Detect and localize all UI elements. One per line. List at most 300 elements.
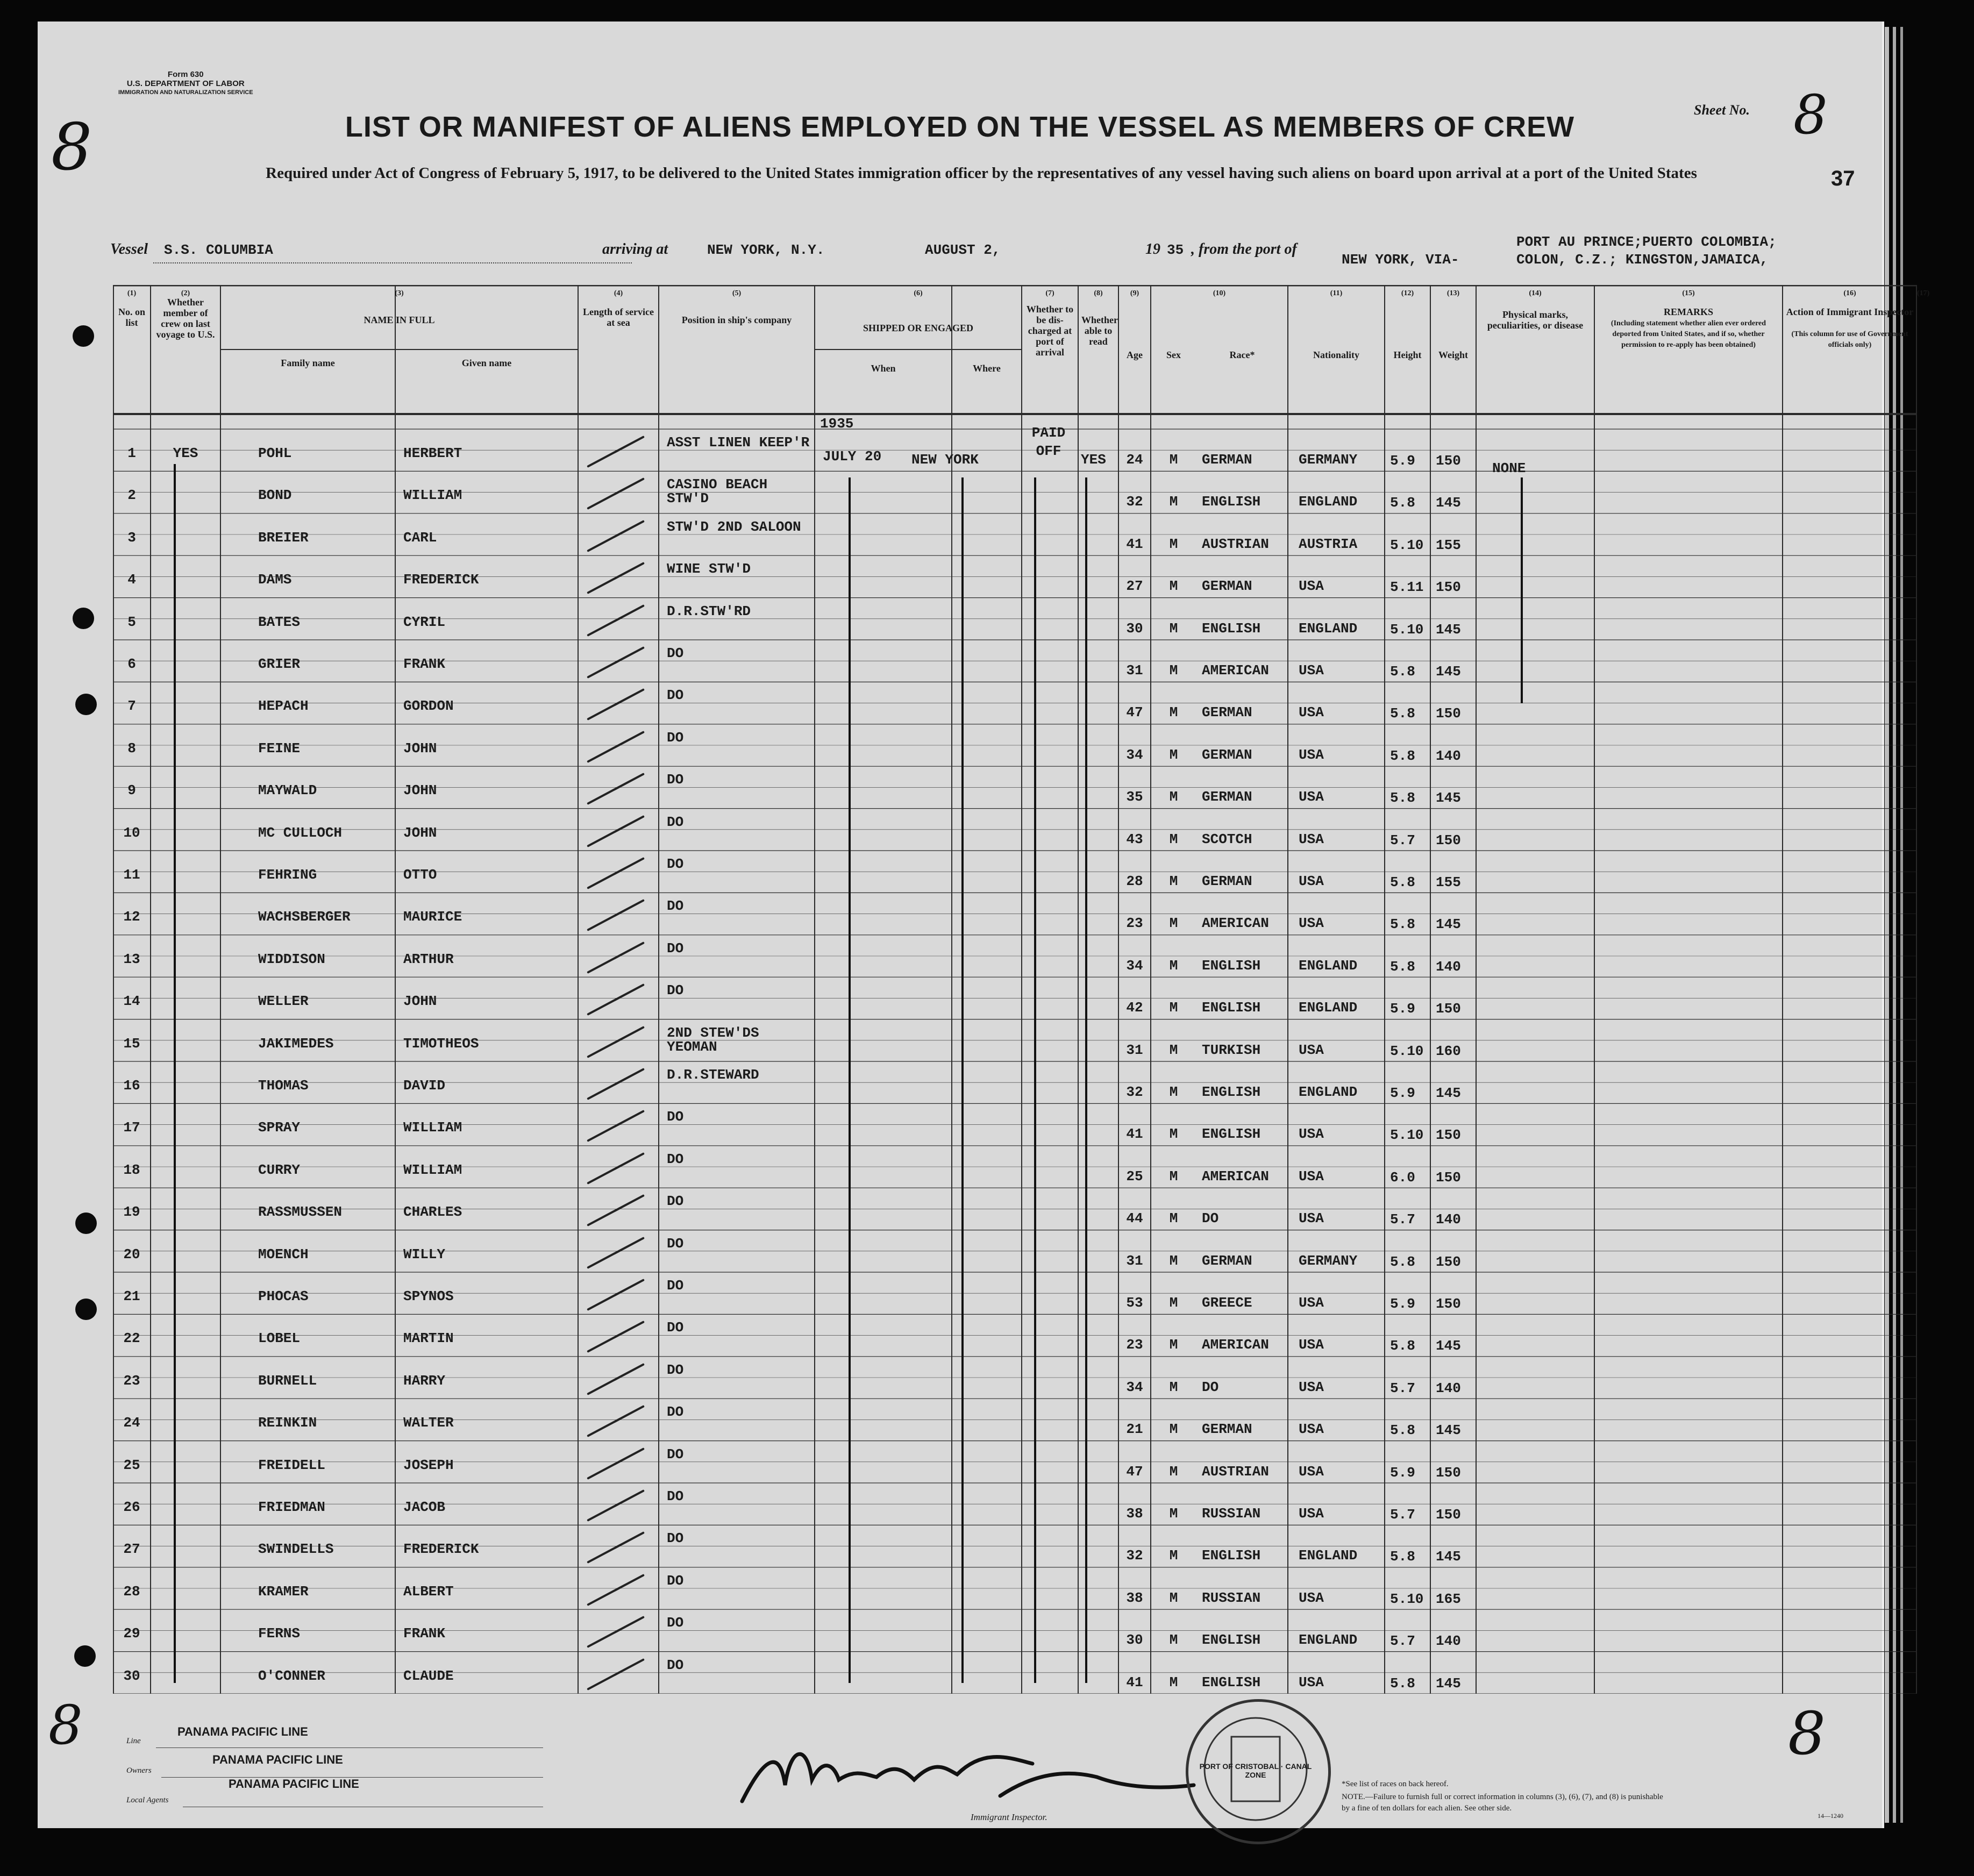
family-name: MC CULLOCH — [258, 824, 343, 841]
line-name: PANAMA PACIFIC LINE — [177, 1725, 308, 1738]
age: 32 — [1126, 1084, 1143, 1100]
race: GERMAN — [1202, 578, 1252, 595]
row-number: 21 — [123, 1288, 140, 1304]
family-name: CURRY — [258, 1161, 301, 1178]
position: STW'D 2ND SALOON — [667, 518, 801, 535]
given-name: MAURICE — [403, 909, 462, 925]
position: DO — [667, 898, 684, 915]
shipped-where: NEW YORK — [911, 452, 979, 468]
position: CASINO BEACH STW'D — [667, 476, 768, 507]
height: 5.7 — [1390, 1633, 1415, 1650]
punch-hole — [75, 694, 97, 715]
row-number: 5 — [127, 614, 136, 630]
service: IMMIGRATION AND NATURALIZATION SERVICE — [118, 89, 253, 96]
family-name: HEPACH — [258, 698, 309, 715]
nationality: ENGLAND — [1299, 957, 1358, 974]
inspector-label: Immigrant Inspector. — [971, 1812, 1047, 1822]
sex: M — [1169, 1421, 1178, 1438]
row-number: 4 — [127, 572, 136, 588]
weight: 145 — [1436, 1675, 1461, 1692]
nationality: ENGLAND — [1299, 1000, 1358, 1016]
nationality: USA — [1299, 873, 1324, 889]
position: DO — [667, 1319, 684, 1336]
family-name: WELLER — [258, 993, 309, 1010]
age: 38 — [1126, 1506, 1143, 1522]
height: 5.8 — [1390, 1253, 1415, 1270]
col-header-read: Whether able to read — [1081, 315, 1118, 347]
given-name: OTTO — [403, 867, 437, 883]
height: 5.8 — [1390, 664, 1415, 680]
col-header-given: Given name — [461, 358, 512, 368]
position: DO — [667, 1530, 684, 1547]
col-header-where: Where — [973, 363, 1001, 374]
form-header — [118, 70, 253, 97]
family-name: WACHSBERGER — [258, 909, 351, 925]
col-header-family: Family name — [281, 358, 335, 368]
arriving-label: arriving at — [602, 241, 668, 258]
sex: M — [1169, 1547, 1178, 1564]
family-name: FERNS — [258, 1625, 301, 1642]
height: 5.11 — [1390, 579, 1424, 596]
line-underline — [156, 1747, 543, 1748]
arrival-date: AUGUST 2, — [925, 242, 1001, 258]
sex: M — [1169, 662, 1178, 679]
position: DO — [667, 940, 684, 957]
weight: 140 — [1436, 1211, 1461, 1228]
nationality: ENGLAND — [1299, 620, 1358, 637]
race: GERMAN — [1202, 789, 1252, 805]
given-name: CYRIL — [403, 614, 446, 630]
sex: M — [1169, 957, 1178, 974]
given-name: HERBERT — [403, 445, 462, 461]
department: U.S. DEPARTMENT OF LABOR — [126, 79, 245, 88]
nationality: ENGLAND — [1299, 1632, 1358, 1649]
race: GERMAN — [1202, 704, 1252, 721]
weight: 150 — [1436, 1464, 1461, 1481]
family-name: JAKIMEDES — [258, 1035, 334, 1052]
race: GERMAN — [1202, 1252, 1252, 1269]
penalty-note: NOTE.—Failure to furnish full or correct information in columns (3), (6), (7), and (8) is punishable by a fine of ten dollars for each alien. See other side. — [1342, 1793, 1663, 1813]
column-number: (16) — [1843, 289, 1856, 297]
sex: M — [1169, 1506, 1178, 1522]
race: AMERICAN — [1202, 1337, 1269, 1353]
race: GERMAN — [1202, 873, 1252, 889]
sex: M — [1169, 1589, 1178, 1606]
sex: M — [1169, 452, 1178, 468]
family-name: THOMAS — [258, 1078, 309, 1094]
weight: 150 — [1436, 579, 1461, 596]
given-name: MARTIN — [403, 1330, 454, 1347]
given-name: WILLY — [403, 1246, 446, 1262]
vessel-underline — [153, 262, 632, 263]
sheet-label: Sheet No. — [1694, 102, 1750, 118]
punch-hole — [73, 608, 94, 629]
given-name: WALTER — [403, 1415, 454, 1431]
column-number: (12) — [1401, 289, 1414, 297]
col-header-name: NAME IN FULL — [364, 315, 435, 325]
height: 5.8 — [1390, 705, 1415, 722]
row-number: 23 — [123, 1372, 140, 1389]
inspector-signature — [731, 1726, 1205, 1817]
nationality: USA — [1299, 1168, 1324, 1185]
family-name: PHOCAS — [258, 1288, 309, 1304]
sex: M — [1169, 746, 1178, 763]
position: ASST LINEN KEEP'R — [667, 434, 810, 451]
col-header-length: Length of service at sea — [583, 306, 654, 328]
row-number: 24 — [123, 1415, 140, 1431]
margin-mark-right: 8 — [1788, 1699, 1826, 1768]
family-name: FEINE — [258, 740, 301, 757]
race: ENGLISH — [1202, 1084, 1261, 1100]
nationality: GERMANY — [1299, 452, 1358, 468]
row-number: 3 — [127, 529, 136, 546]
weight: 165 — [1436, 1590, 1461, 1607]
family-name: KRAMER — [258, 1583, 309, 1600]
family-name: POHL — [258, 445, 292, 461]
row-number: 22 — [123, 1330, 140, 1347]
col-header-weight: Weight — [1438, 349, 1468, 360]
column-number: (8) — [1094, 289, 1103, 297]
age: 53 — [1126, 1295, 1143, 1311]
column-number: (11) — [1330, 289, 1343, 297]
races-note: *See list of races on back hereof. — [1342, 1780, 1449, 1788]
sex: M — [1169, 1379, 1178, 1395]
race: GERMAN — [1202, 452, 1252, 468]
row-number: 19 — [123, 1204, 140, 1221]
race: ENGLISH — [1202, 1000, 1261, 1016]
col-header-race: Race* — [1229, 349, 1255, 360]
weight: 145 — [1436, 621, 1461, 638]
nationality: USA — [1299, 1210, 1324, 1227]
age: 31 — [1126, 1252, 1143, 1269]
height: 5.9 — [1390, 453, 1415, 469]
col-header-shipped: SHIPPED OR ENGAGED — [863, 323, 974, 333]
age: 28 — [1126, 873, 1143, 889]
sex: M — [1169, 915, 1178, 932]
height: 5.10 — [1390, 1590, 1424, 1607]
sex: M — [1169, 1674, 1178, 1690]
age: 32 — [1126, 494, 1143, 510]
weight: 145 — [1436, 916, 1461, 933]
row-number: 9 — [127, 782, 136, 799]
print-code: 14—1240 — [1818, 1812, 1843, 1820]
nationality: USA — [1299, 1421, 1324, 1438]
col-header-sex: Sex — [1166, 349, 1181, 360]
age: 23 — [1126, 915, 1143, 932]
nationality: USA — [1299, 746, 1324, 763]
position: DO — [667, 814, 684, 830]
margin-mark-bottom: 8 — [48, 1694, 83, 1757]
position: DO — [667, 645, 684, 661]
age: 31 — [1126, 662, 1143, 679]
age: 47 — [1126, 1463, 1143, 1480]
sex: M — [1169, 1210, 1178, 1227]
family-name: BOND — [258, 487, 292, 504]
weight: 145 — [1436, 790, 1461, 807]
owners-label: Owners — [126, 1766, 152, 1775]
row-number: 20 — [123, 1246, 140, 1262]
sex: M — [1169, 1084, 1178, 1100]
position: D.R.STW'RD — [667, 603, 751, 619]
race: AMERICAN — [1202, 662, 1269, 679]
age: 34 — [1126, 746, 1143, 763]
col-header-physical: Physical marks, peculiarities, or disease — [1487, 309, 1584, 331]
col-header-action: Action of Immigrant Inspector — [1786, 306, 1914, 317]
position: DO — [667, 1193, 684, 1210]
row-number: 1 — [127, 445, 136, 461]
family-name: FREIDELL — [258, 1457, 325, 1473]
race: AMERICAN — [1202, 1168, 1269, 1185]
nationality: USA — [1299, 789, 1324, 805]
col-header-member: Whether member of crew on last voyage to U.S. — [156, 297, 215, 340]
age: 23 — [1126, 1337, 1143, 1353]
margin-mark: 8 — [51, 110, 92, 185]
col-header-nationality: Nationality — [1313, 349, 1359, 360]
age: 44 — [1126, 1210, 1143, 1227]
position: DO — [667, 1109, 684, 1125]
sex: M — [1169, 578, 1178, 595]
age: 25 — [1126, 1168, 1143, 1185]
shipped-year: 1935 — [820, 416, 854, 432]
position: DO — [667, 1278, 684, 1294]
row-number: 12 — [123, 909, 140, 925]
given-name: CHARLES — [403, 1204, 462, 1221]
vessel-label: Vessel — [110, 241, 148, 258]
family-name: FEHRING — [258, 867, 317, 883]
given-name: WILLIAM — [403, 487, 462, 504]
given-name: JOSEPH — [403, 1457, 454, 1473]
nationality: ENGLAND — [1299, 494, 1358, 510]
height: 5.9 — [1390, 1085, 1415, 1101]
nationality: USA — [1299, 1337, 1324, 1353]
given-name: FRANK — [403, 656, 446, 672]
given-name: JACOB — [403, 1499, 446, 1515]
sex: M — [1169, 1337, 1178, 1353]
weight: 150 — [1436, 705, 1461, 722]
weight: 150 — [1436, 832, 1461, 848]
weight: 145 — [1436, 1422, 1461, 1439]
family-name: RASSMUSSEN — [258, 1204, 343, 1221]
age: 31 — [1126, 1042, 1143, 1058]
column-number: (17) — [1917, 289, 1930, 297]
family-name: MAYWALD — [258, 782, 317, 799]
member-last-voyage: YES — [173, 445, 198, 461]
race: ENGLISH — [1202, 1547, 1261, 1564]
column-number: (1) — [127, 289, 137, 297]
position: DO — [667, 1361, 684, 1378]
height: 5.8 — [1390, 958, 1415, 975]
given-name: SPYNOS — [403, 1288, 454, 1304]
nationality: USA — [1299, 831, 1324, 847]
height: 5.10 — [1390, 537, 1424, 553]
nationality: GERMANY — [1299, 1252, 1358, 1269]
row-number: 29 — [123, 1625, 140, 1642]
col-header-position: Position in ship's company — [681, 315, 792, 325]
race: ENGLISH — [1202, 494, 1261, 510]
weight: 150 — [1436, 1169, 1461, 1186]
given-name: FREDERICK — [403, 1541, 479, 1558]
sheet-number: 8 — [1793, 83, 1828, 146]
race: ENGLISH — [1202, 1126, 1261, 1143]
sex: M — [1169, 1632, 1178, 1649]
age: 30 — [1126, 620, 1143, 637]
position: DO — [667, 772, 684, 788]
given-name: DAVID — [403, 1078, 446, 1094]
position: DO — [667, 1446, 684, 1463]
height: 5.9 — [1390, 1464, 1415, 1481]
age: 38 — [1126, 1589, 1143, 1606]
from-label: , from the port of — [1191, 241, 1297, 258]
col-header-height: Height — [1393, 349, 1422, 360]
race: ENGLISH — [1202, 620, 1261, 637]
position: DO — [667, 1235, 684, 1252]
race: RUSSIAN — [1202, 1506, 1261, 1522]
family-name: BREIER — [258, 529, 309, 546]
given-name: WILLIAM — [403, 1119, 462, 1136]
given-name: JOHN — [403, 993, 437, 1010]
remarks-note: (Including statement whether alien ever ordered deported from United States, and if so, whether permission to re-apply has been obtained) — [1610, 319, 1766, 349]
column-number: (2) — [181, 289, 190, 297]
weight: 150 — [1436, 1127, 1461, 1144]
col-header-discharged: Whether to be dis-charged at port of arrival — [1026, 304, 1074, 358]
nationality: USA — [1299, 1379, 1324, 1395]
given-name: JOHN — [403, 824, 437, 841]
row-number: 10 — [123, 824, 140, 841]
height: 5.7 — [1390, 1380, 1415, 1396]
height: 5.7 — [1390, 832, 1415, 848]
family-name: SWINDELLS — [258, 1541, 334, 1558]
manifest-sheet — [38, 22, 1930, 1828]
nationality: USA — [1299, 704, 1324, 721]
column-number: (9) — [1130, 289, 1139, 297]
position: DO — [667, 1488, 684, 1504]
position: DO — [667, 1404, 684, 1421]
row-number: 26 — [123, 1499, 140, 1515]
age: 43 — [1126, 831, 1143, 847]
manifest-table — [113, 285, 1930, 1694]
height: 5.7 — [1390, 1211, 1415, 1228]
family-name: MOENCH — [258, 1246, 309, 1262]
punch-hole — [74, 1645, 96, 1667]
sex: M — [1169, 1000, 1178, 1016]
form-subtitle: Required under Act of Congress of February 5, 1917, to be delivered to the United States immigration officer by the representatives of any vessel having such aliens on board upon arrival at a port of the United States — [266, 165, 1697, 182]
sex: M — [1169, 1252, 1178, 1269]
given-name: TIMOTHEOS — [403, 1035, 479, 1052]
height: 5.7 — [1390, 1507, 1415, 1523]
owners-name: PANAMA PACIFIC LINE — [212, 1753, 343, 1766]
given-name: ARTHUR — [403, 951, 454, 967]
column-number: (14) — [1529, 289, 1542, 297]
height: 5.10 — [1390, 621, 1424, 638]
height: 5.8 — [1390, 874, 1415, 890]
age: 41 — [1126, 1126, 1143, 1143]
sex: M — [1169, 620, 1178, 637]
position: D.R.STEWARD — [667, 1067, 759, 1083]
race: RUSSIAN — [1202, 1589, 1261, 1606]
position: DO — [667, 729, 684, 746]
row-number: 8 — [127, 740, 136, 757]
punch-hole — [75, 1299, 97, 1320]
position: DO — [667, 1572, 684, 1589]
height: 5.9 — [1390, 1296, 1415, 1312]
row-number: 25 — [123, 1457, 140, 1473]
discharged: PAID OFF — [1031, 425, 1066, 459]
vessel-name: S.S. COLUMBIA — [164, 242, 273, 258]
position: WINE STW'D — [667, 561, 751, 577]
given-name: CARL — [403, 529, 437, 546]
age: 41 — [1126, 1674, 1143, 1690]
weight: 155 — [1436, 537, 1461, 553]
nationality: USA — [1299, 1674, 1324, 1690]
weight: 145 — [1436, 495, 1461, 511]
race: GERMAN — [1202, 746, 1252, 763]
punch-hole — [73, 325, 94, 347]
age: 34 — [1126, 1379, 1143, 1395]
race: AUSTRIAN — [1202, 536, 1269, 552]
sex: M — [1169, 873, 1178, 889]
given-name: GORDON — [403, 698, 454, 715]
family-name: BURNELL — [258, 1372, 317, 1389]
weight: 145 — [1436, 1549, 1461, 1565]
stamp-text: PORT OF CRISTOBAL · CANAL ZONE — [1199, 1762, 1312, 1779]
race: ENGLISH — [1202, 957, 1261, 974]
race: GERMAN — [1202, 1421, 1252, 1438]
given-name: JOHN — [403, 782, 437, 799]
form-title: LIST OR MANIFEST OF ALIENS EMPLOYED ON THE VESSEL AS MEMBERS OF CREW — [345, 111, 1575, 143]
height: 5.8 — [1390, 790, 1415, 807]
sex: M — [1169, 494, 1178, 510]
sex: M — [1169, 1295, 1178, 1311]
weight: 140 — [1436, 1380, 1461, 1396]
weight: 140 — [1436, 958, 1461, 975]
sex: M — [1169, 704, 1178, 721]
age: 35 — [1126, 789, 1143, 805]
sex: M — [1169, 536, 1178, 552]
position: DO — [667, 1615, 684, 1631]
position: DO — [667, 1151, 684, 1167]
age: 27 — [1126, 578, 1143, 595]
race: TURKISH — [1202, 1042, 1261, 1058]
height: 5.10 — [1390, 1043, 1424, 1059]
height: 5.8 — [1390, 1549, 1415, 1565]
height: 5.9 — [1390, 1001, 1415, 1017]
column-number: (6) — [914, 289, 923, 297]
position: DO — [667, 982, 684, 999]
given-name: FREDERICK — [403, 572, 479, 588]
sex: M — [1169, 831, 1178, 847]
family-name: REINKIN — [258, 1415, 317, 1431]
col-header-age: Age — [1127, 349, 1143, 360]
nationality: USA — [1299, 915, 1324, 932]
row-number: 6 — [127, 656, 136, 672]
position: 2ND STEW'DS YEOMAN — [667, 1024, 759, 1055]
punch-hole — [75, 1212, 97, 1234]
height: 5.8 — [1390, 747, 1415, 764]
weight: 150 — [1436, 1001, 1461, 1017]
row-number: 15 — [123, 1035, 140, 1052]
column-number: (10) — [1213, 289, 1226, 297]
nationality: USA — [1299, 1589, 1324, 1606]
height: 5.8 — [1390, 495, 1415, 511]
nationality: USA — [1299, 578, 1324, 595]
action-note: (This column for use of Government officials only) — [1791, 330, 1908, 349]
port-stamp — [1186, 1699, 1331, 1844]
weight: 150 — [1436, 1296, 1461, 1312]
position: DO — [667, 856, 684, 872]
age: 32 — [1126, 1547, 1143, 1564]
row-number: 28 — [123, 1583, 140, 1600]
column-number: (13) — [1446, 289, 1460, 297]
